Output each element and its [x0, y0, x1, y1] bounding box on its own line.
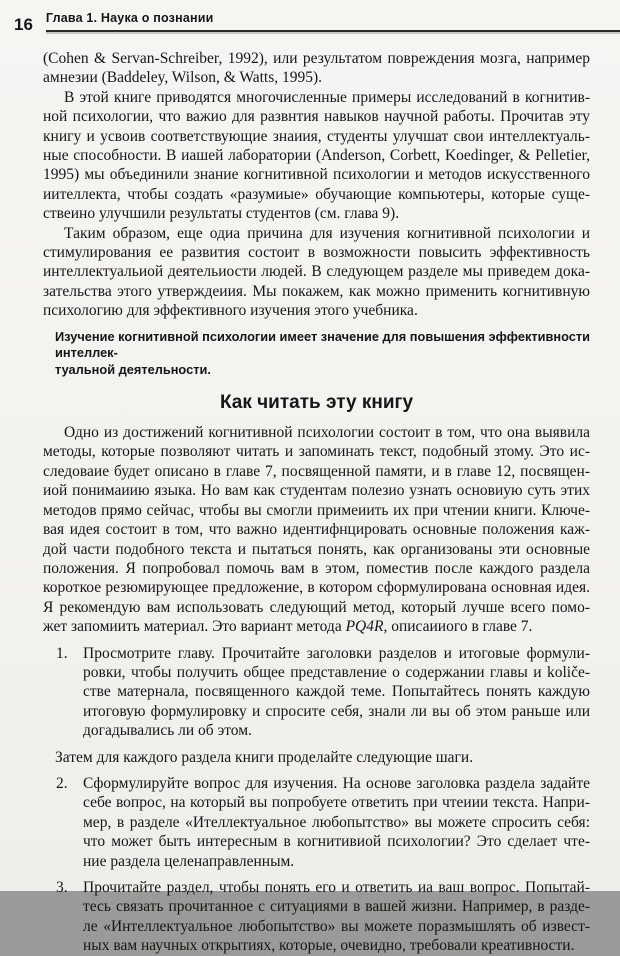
- text-line: ле «Интеллектуальное любопытство» вы можете поразмышлять об извест-: [83, 917, 590, 935]
- paragraph-how-to-read: [43, 423, 590, 636]
- page-body: [0, 32, 620, 956]
- text-line: (Cohen & Servan-Schreiber, 1992), или результатом повреждения мозга, например: [43, 50, 590, 67]
- text-line: короткое резюмирующее предложение, в котором сформулирована основная идея.: [43, 579, 590, 597]
- section-summary-note: [55, 329, 590, 379]
- text-line: положения. Я попробовал помочь вам в этом, поместив после каждого раздела: [43, 559, 590, 577]
- text-line: Я рекомендую вам использовать следующий метод, который лучше всего помо-: [43, 598, 590, 616]
- list-item-3: [43, 878, 590, 956]
- italic-term: PQ4R: [345, 618, 384, 636]
- text-line: зательства этого утверждеиия. Мы покажем, как можно применить когнитивную: [43, 282, 590, 300]
- text-line: [43, 617, 590, 636]
- text-line: В этой книге приводятся многочисленные примеры исследований в когнитив-: [64, 88, 590, 106]
- chapter-title: Глава 1. Наука о познании: [45, 11, 214, 25]
- text-line: иителлекта, чтобы создать «разумиые» обучающие компьютеры, которые суще-: [43, 185, 590, 203]
- text-line: Одно из достижений когнитивной психологии состоит в том, что она выявила: [64, 424, 590, 442]
- text-segment: , описаииого в главе 7.: [383, 618, 533, 636]
- text-line: ных вам научных открытиях, которые, очевидно, требовали креативности.: [83, 937, 575, 955]
- paragraph-about-book: [43, 88, 590, 224]
- running-head-rule: [46, 9, 620, 32]
- text-line: себе вопрос, на который вы попробуете ответить при чтеиии текста. Напри-: [83, 794, 590, 812]
- text-line: ние раздела целенаправленным.: [83, 852, 295, 870]
- text-line: Сформулируйте вопрос для изучения. На основе заголовка раздела задайте: [83, 774, 590, 792]
- text-line: ной психологии, что важио для развнтия навыков научной работы. Прочитав эту: [43, 108, 590, 126]
- text-line: ствеино улучшили результаты студентов (см. глава 9).: [43, 205, 400, 223]
- text-line: догадывались ли об этом.: [83, 722, 252, 740]
- text-line: 1995) мы объединили знание когнитивной психологии и методов искусственного: [43, 166, 590, 184]
- text-line: стве матернала, посвященного каждой теме. Попытайтесь понять каждую: [83, 683, 590, 701]
- text-line: методы, которые позволяют читать и запоминать текст, подобный зтому. Это ис-: [43, 443, 590, 461]
- list-item-text: [83, 878, 590, 956]
- text-line: дой части подобного текста и пытаться понять, как организованы эти основные: [43, 540, 590, 558]
- list-item-number: 2.: [56, 774, 68, 792]
- text-line: тесь связать прочитанное с ситуациями в вашей жизни. Например, в разде-: [83, 898, 590, 916]
- paragraph-continuation: [43, 49, 590, 88]
- text-line: что может быть интересным в когнитивиой психологии? Это сделает чте-: [83, 833, 590, 851]
- list-item-1: [43, 644, 590, 741]
- text-line: амнезии (Baddeley, Wilson, & Watts, 1995).: [43, 69, 323, 87]
- text-line: интеллектуальиой деятельиости людей. В следующем разделе мы приведем дока-: [43, 263, 590, 281]
- paragraph-interlude: [43, 748, 590, 767]
- text-line: Просмотрите главу. Прочитайте заголовки разделов и итоговые формули-: [83, 644, 590, 662]
- text-line: книгу и усвоив соответствующие знаиия, студенты улучшат свои интеллектуаль-: [43, 127, 590, 145]
- page-number: 16: [14, 15, 33, 34]
- text-line: психологию для эффективного изучения этого учебника.: [43, 302, 418, 320]
- text-line: туальной деятельности.: [55, 362, 211, 378]
- text-line: Прочитайте раздел, чтобы понять его и ответить иа ваш вопрос. Попытай-: [83, 879, 590, 897]
- text-line: Изучение когнитивной психологии имеет значение для повышения эффективности интеллек-: [55, 328, 590, 361]
- page-header: [0, 0, 620, 32]
- text-line: иой понимаиию языка. Но вам как студентам полезио узнать основиую суть этих: [43, 482, 590, 500]
- text-line: ные способности. В иашей лаборатории (Anderson, Corbett, Koedinger, & Pelletier,: [43, 147, 590, 165]
- list-item-number: 3.: [56, 879, 68, 897]
- list-item-text: [83, 774, 590, 871]
- text-line: вая идея состоит в том, что важно идентифнцировать основные положения каж-: [43, 521, 590, 539]
- section-heading: Как читать эту книгу: [219, 392, 414, 414]
- list-item-number: 1.: [56, 644, 68, 662]
- paragraph-reason: [43, 224, 590, 321]
- text-line: итоговую формулировку и спросите себя, знали ли вы об этом раньше или: [83, 702, 590, 720]
- text-segment: жет запомиить материал. Это вариант метода: [43, 618, 346, 636]
- text-line: Затем для каждого раздела книги проделайте следующие шаги.: [55, 748, 474, 766]
- list-item-2: [43, 774, 590, 871]
- text-line: стимулирования ее развития состоит в возможности повысить эффективность: [43, 244, 590, 262]
- text-line: ровки, чтобы получить общее представление о содержании главы и količе-: [83, 663, 590, 681]
- text-line: Таким образом, еще одиа причина для изучения когнитивной психологии и: [64, 224, 590, 242]
- list-item-text: [83, 644, 590, 741]
- text-line: следоваие будет описано в главе 7, посвященной памяти, и в главе 12, посвящен-: [43, 462, 590, 480]
- text-line: мер, в разделе «Ителлектуальное любопытство» вы можете спросить себя:: [83, 813, 590, 831]
- text-line: методов прямо сейчас, чтобы вы смогли примеиить их при чтении книги. Ключе-: [43, 501, 590, 519]
